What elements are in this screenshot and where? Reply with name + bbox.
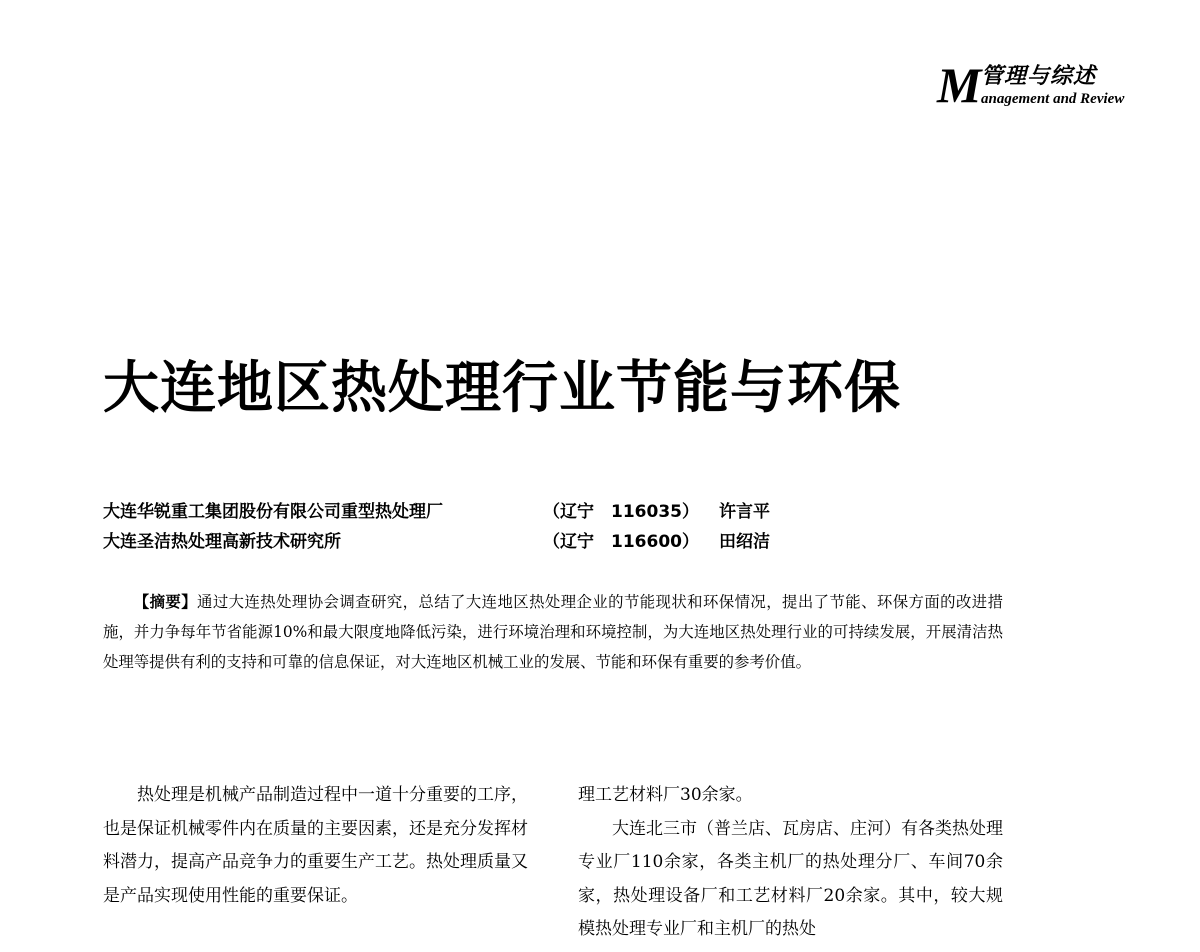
body-column-left <box>103 779 528 913</box>
affiliation-row <box>103 527 823 557</box>
body-paragraph: 理工艺材料厂30余家。 <box>578 785 753 805</box>
article-title: 大连地区热处理行业节能与环保 <box>103 355 901 421</box>
affiliation-location: （辽宁 116035） <box>543 502 699 522</box>
author-name: 田绍洁 <box>719 532 770 552</box>
section-title-en: anagement and Review <box>981 91 1125 107</box>
abstract-label: 【摘要】 <box>133 593 198 611</box>
body-paragraph: 大连北三市（普兰店、瓦房店、庄河）有各类热处理专业厂110余家，各类主机厂的热处理分厂、车间70余家，热处理设备厂和工艺材料厂20余家。其中，较大规模热处理专业厂和主机厂的热处 <box>578 818 1003 939</box>
abstract <box>103 587 1003 677</box>
logo-letter: M <box>937 57 982 113</box>
body-column-right <box>578 779 1003 947</box>
affiliations <box>103 497 823 557</box>
section-title-cn: 管理与综述 <box>981 63 1097 89</box>
affiliation-org: 大连华锐重工集团股份有限公司重型热处理厂 <box>103 502 443 522</box>
affiliation-org: 大连圣洁热处理高新技术研究所 <box>103 532 341 552</box>
affiliation-row <box>103 497 823 527</box>
abstract-text: 通过大连热处理协会调查研究，总结了大连地区热处理企业的节能现状和环保情况，提出了节能、环保方面的改进措施，并力争每年节省能源10%和最大限度地降低污染，进行环境治理和环境控制，为大连地区热处理行业的可持续发展，开展清洁热处理等提供有利的支持和可靠的信息保证，对大连地区机械工业的发展、节能和环保有重要的参考价值。 <box>103 593 1003 671</box>
section-logo <box>937 58 1177 118</box>
author-name: 许言平 <box>719 502 770 522</box>
body-paragraph: 热处理是机械产品制造过程中一道十分重要的工序，也是保证机械零件内在质量的主要因素，还是充分发挥材料潜力，提高产品竞争力的重要生产工艺。热处理质量又是产品实现使用性能的重要保证。 <box>103 785 528 906</box>
affiliation-location: （辽宁 116600） <box>543 532 699 552</box>
